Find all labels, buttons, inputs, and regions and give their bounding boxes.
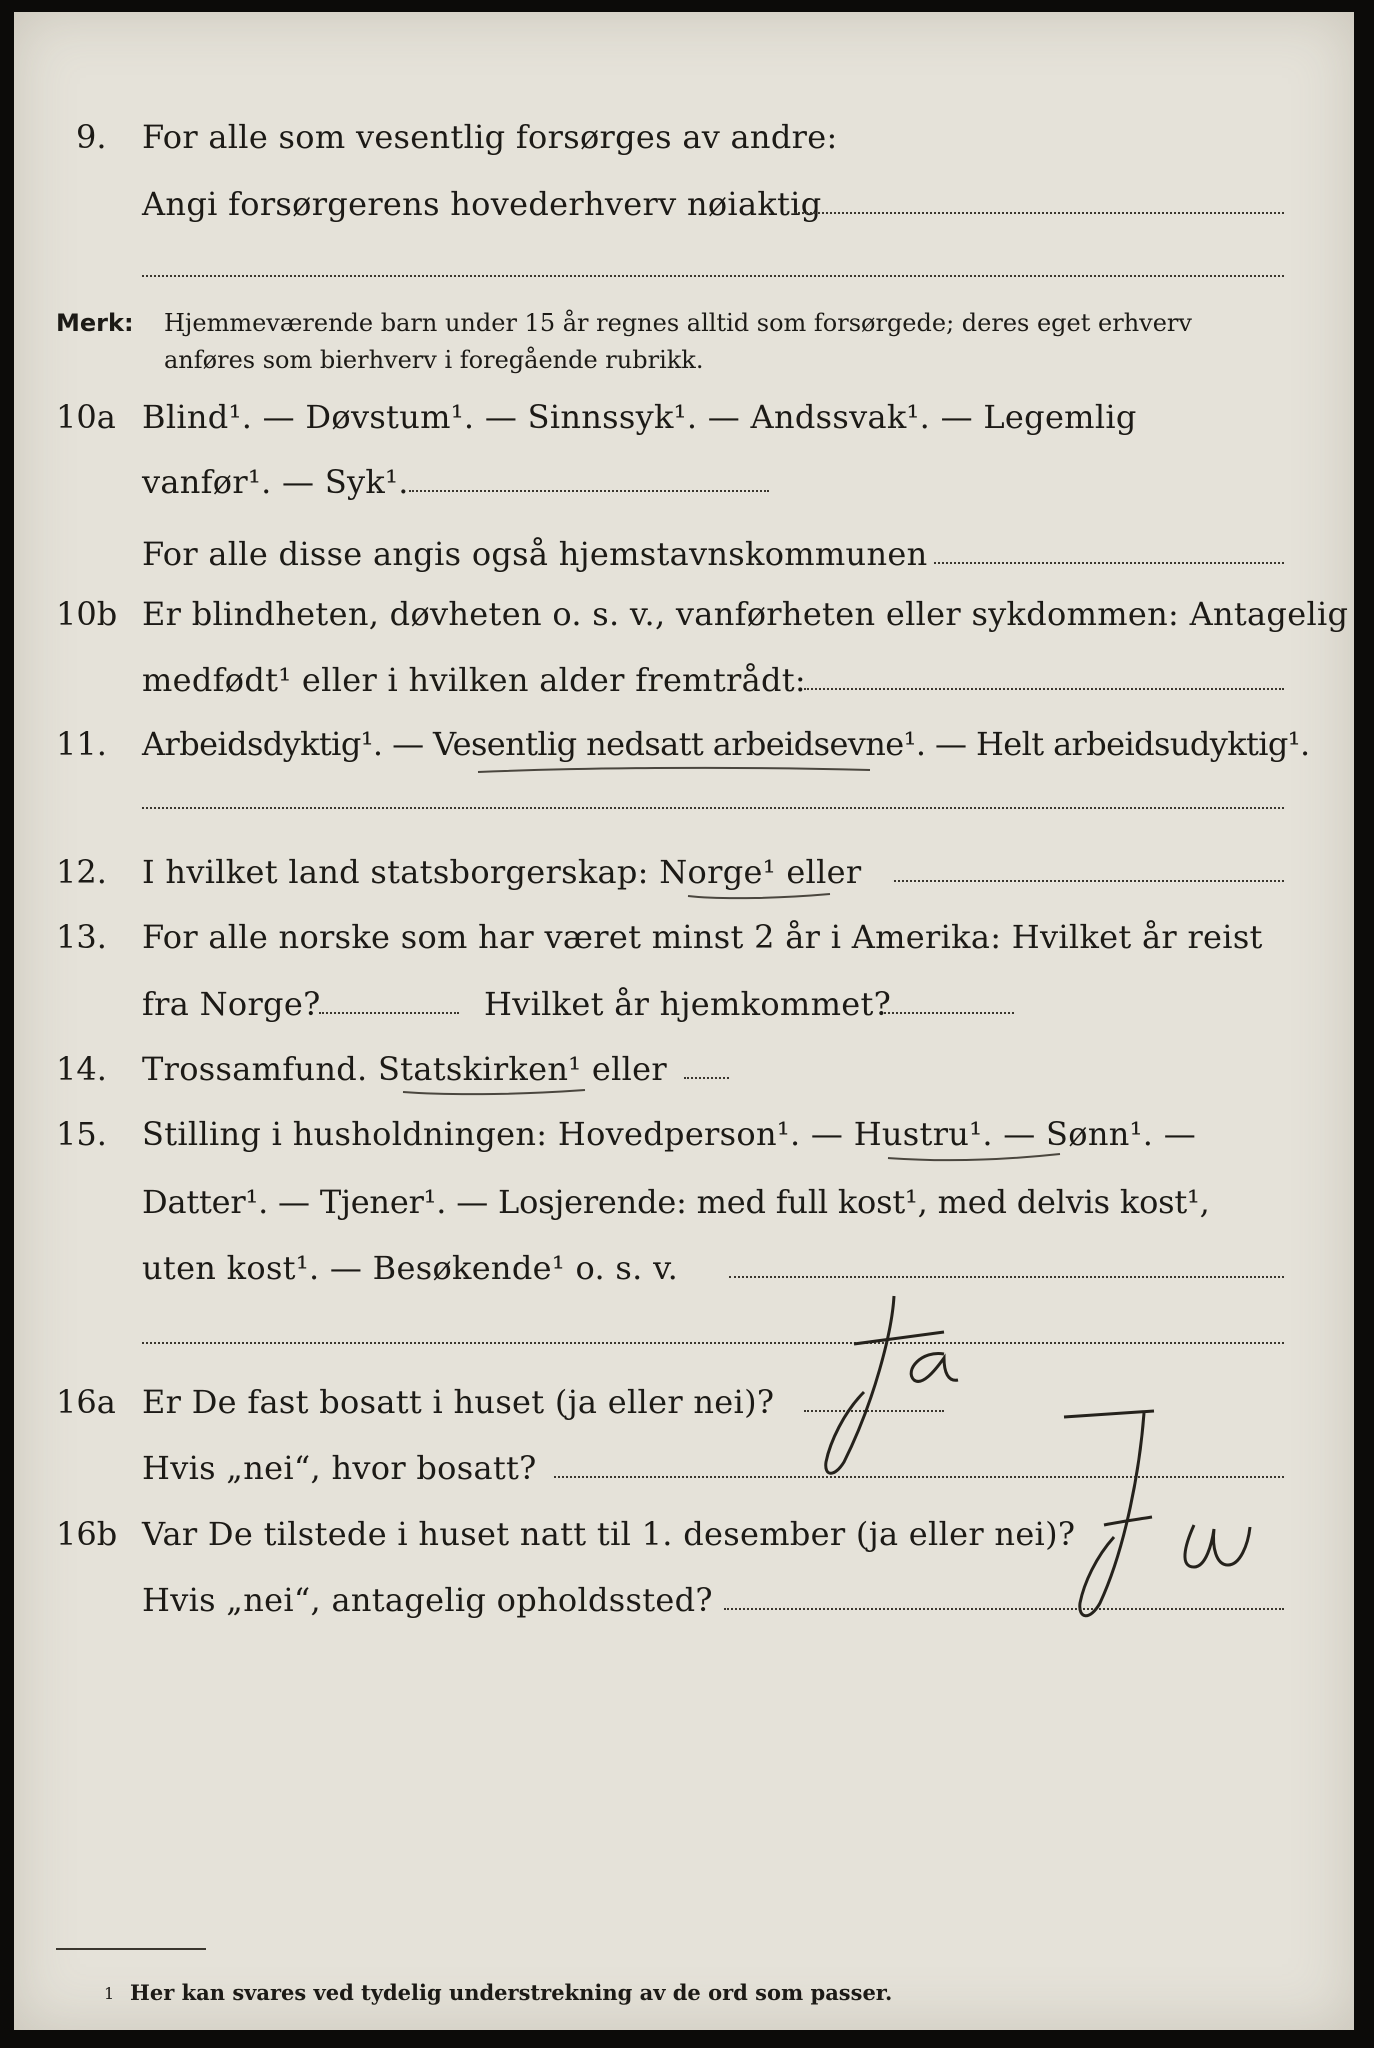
merk-line-2: anføres som bierhverv i foregående rubrikk. [164, 346, 704, 374]
merk-label-text: Merk: [56, 309, 134, 337]
q13-year-left-field[interactable] [319, 1012, 459, 1014]
q9-line-2: Angi forsørgerens hovederhverv nøiaktig [142, 185, 822, 223]
q12-underline-mark [684, 888, 834, 904]
q10b-line-2: medfødt¹ eller i hvilken alder fremtrådt: [142, 661, 806, 699]
q11-number: 11. [56, 725, 107, 763]
q16b-line-1: Var De tilstede i huset natt til 1. desember (ja eller nei)? [142, 1515, 1076, 1553]
q16a-handwritten-answer [804, 1292, 964, 1482]
merk-label [56, 307, 134, 339]
q13-line-2a: fra Norge? [142, 985, 321, 1023]
q9-number: 9. [76, 118, 107, 156]
q16a-number: 16a [56, 1383, 116, 1421]
q12-number: 12. [56, 853, 107, 891]
q14-answer-field[interactable] [684, 1077, 729, 1079]
q13-year-returned-field[interactable] [884, 1012, 1014, 1014]
q10a-number: 10a [56, 398, 116, 436]
q10b-number: 10b [56, 595, 118, 633]
q11-line-1: Arbeidsdyktig¹. — Vesentlig nedsatt arbeidsevne¹. — Helt arbeidsudyktig¹. [142, 725, 1310, 763]
q13-line-1: For alle norske som har været minst 2 år i Amerika: Hvilket år reist [142, 918, 1263, 956]
q16a-line-2: Hvis „nei“, hvor bosatt? [142, 1449, 537, 1487]
q13-number: 13. [56, 918, 107, 956]
footnote-rule [56, 1948, 206, 1950]
q10a-hometown-field[interactable] [934, 562, 1284, 564]
q16a-line-1: Er De fast bosatt i huset (ja eller nei)? [142, 1383, 775, 1421]
q11-underline-mark [474, 760, 874, 780]
q12-line-1: I hvilket land statsborgerskap: Norge¹ eller [142, 853, 862, 891]
census-form-page [14, 12, 1354, 2030]
q13-line-2b: Hvilket år hjemkommet? [484, 985, 892, 1023]
q10a-answer-field[interactable] [409, 490, 769, 492]
q15-line-1: Stilling i husholdningen: Hovedperson¹. — Hustru¹. — Sønn¹. — [142, 1115, 1197, 1153]
merk-line-1: Hjemmeværende barn under 15 år regnes alltid som forsørgede; deres eget erhverv [164, 309, 1192, 337]
q10b-line-1: Er blindheten, døvheten o. s. v., vanførheten eller sykdommen: Antagelig [142, 595, 1349, 633]
q10a-line-3: For alle disse angis også hjemstavnskommunen [142, 535, 928, 573]
q16b-handwritten-answer [1044, 1407, 1264, 1627]
q16b-line-2: Hvis „nei“, antagelig opholdssted? [142, 1581, 713, 1619]
q14-line-1: Trossamfund. Statskirken¹ eller [142, 1050, 668, 1088]
q14-underline-mark [399, 1084, 589, 1100]
q15-line-3: uten kost¹. — Besøkende¹ o. s. v. [142, 1249, 679, 1287]
q9-answer-field-2[interactable] [142, 275, 1284, 277]
footnote-text: Her kan svares ved tydelig understrekning av de ord som passer. [130, 1980, 893, 2005]
footnote-mark: 1 [104, 1984, 115, 2003]
q16b-number: 16b [56, 1515, 118, 1553]
q15-answer-field-2[interactable] [142, 1342, 1284, 1344]
q9-line-1: For alle som vesentlig forsørges av andre: [142, 118, 838, 156]
q15-answer-field[interactable] [729, 1276, 1284, 1278]
q15-number: 15. [56, 1115, 107, 1153]
q9-answer-field[interactable] [794, 212, 1284, 214]
q15-underline-mark [884, 1148, 1064, 1166]
q10a-line-2: vanfør¹. — Syk¹. [142, 463, 409, 501]
q12-answer-field[interactable] [894, 880, 1284, 882]
q15-line-2: Datter¹. — Tjener¹. — Losjerende: med full kost¹, med delvis kost¹, [142, 1183, 1210, 1221]
q14-number: 14. [56, 1050, 107, 1088]
q10a-line-1: Blind¹. — Døvstum¹. — Sinnssyk¹. — Andssvak¹. — Legemlig [142, 398, 1137, 436]
q11-answer-field[interactable] [142, 807, 1284, 809]
q10b-answer-field[interactable] [804, 688, 1284, 690]
